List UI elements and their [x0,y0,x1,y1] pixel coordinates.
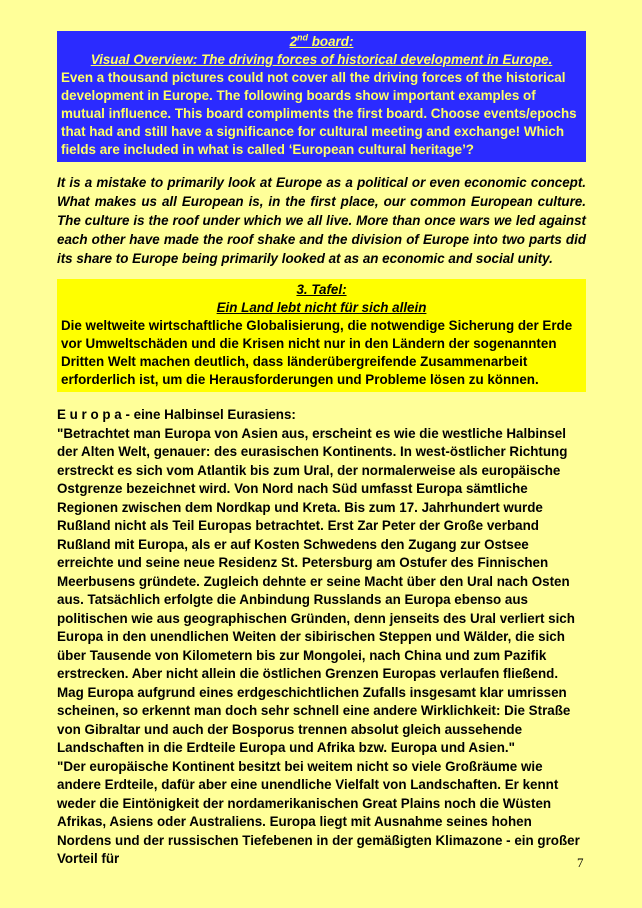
board2-title-sup: nd [297,32,309,43]
page-content [57,31,586,869]
board3-body: Die weltweite wirtschaftliche Globalisierung, die notwendige Sicherung der Erde vor Umweltschäden und die Krisen nicht nur in den Ländern der sogenannten Dritten Welt machen deutlich, dass länderübergreifende Zusammenarbeit erforderlich ist, um die Herausforderungen und Probleme lösen zu können. [61,318,573,387]
board2-title [61,33,582,51]
board2-subtitle: Visual Overview: The driving forces of historical development in Europe. [90,52,553,67]
page-number: 7 [577,855,584,870]
board3-title: 3. Tafel: [296,282,347,297]
board3-subtitle: Ein Land lebt nicht für sich allein [216,300,427,315]
board2-title-rest: board: [308,34,354,49]
europe-section [57,406,586,869]
section-paragraph-2: "Der europäische Kontinent besitzt bei weitem nicht so viele Großräume wie andere Erdteile, dafür aber eine unendliche Vielfalt von Landschaften. Er kennt weder die Eintönigkeit der nordamerikanischen Great Plains noch die Wüsten Afrikas, Asiens oder Australiens. Europa liegt mit Ausnahme seines hohen Nordens und der russischen Tiefebenen in der gemäßigten Klimazone - ein großer Vorteil für [57,758,580,866]
board3-box [57,279,586,392]
section-paragraph-1: "Betrachtet man Europa von Asien aus, erscheint es wie die westliche Halbinsel der Alten Welt, genauer: des eurasischen Kontinents. In west-östlicher Richtung erstreckt es sich vom Atlantik bis zum Ural, der normalerweise als europäische Ostgrenze bezeichnet wird. Von Nord nach Süd umfasst Europa sämtliche Regionen zwischen dem Nordkap und Kreta. Bis zum 17. Jahrhundert wurde Rußland nicht als Teil Europas betrachtet. Erst Zar Peter der Große verband Rußland mit Europa, als er auf Kosten Schwedens den Zugang zur Ostsee erreichte und seine neue Residenz St. Petersburg am Ostufer des Finnischen Meerbusens gründete. Zugleich dehnte er seine Macht über den Ural nach Osten aus. Tatsächlich erfolgte die Anbindung Russlands an Europa ebenso aus politischen wie aus geographischen Gründen, denn jenseits des Ural verliert sich Europa in den unendlichen Weiten der sibirischen Steppen und Wälder, die sich über Tausende von Kilometern bis zur Mongolei, nach China und zum Pazifik erstrecken. Aber nicht allein die östlichen Grenzen Europas verlaufen fließend. Mag Europa aufgrund eines erdgeschichtlichen Zufalls insgesamt klar umrissen scheinen, so erkennt man doch sehr schnell eine andere Wirklichkeit: Die Straße von Gibraltar und auch der Bosporus trennen absolut gleich aussehende Landschaften in die Erdteile Europa und Afrika bzw. Europa und Asien." [57,425,575,755]
section-heading: E u r o p a - eine Halbinsel Eurasiens: [57,407,296,422]
board2-title-num: 2 [289,34,298,49]
board2-box [57,31,586,162]
intro-paragraph: It is a mistake to primarily look at Europe as a political or even economic concept. What makes us all European is, in the first place, our common European culture. The culture is the roof under which we all live. More than once wars we led against each other have made the roof shake and the division of Europe into two parts did its share to Europe being primarily looked at as an economic and social unity. [57,175,586,266]
board2-body: Even a thousand pictures could not cover all the driving forces of the historical development in Europe. The following boards show important examples of mutual influence. This board compliments the first board. Choose events/epochs that had and still have a significance for cultural meeting and exchange! Which fields are included in what is called ‘European cultural heritage’? [61,70,577,157]
